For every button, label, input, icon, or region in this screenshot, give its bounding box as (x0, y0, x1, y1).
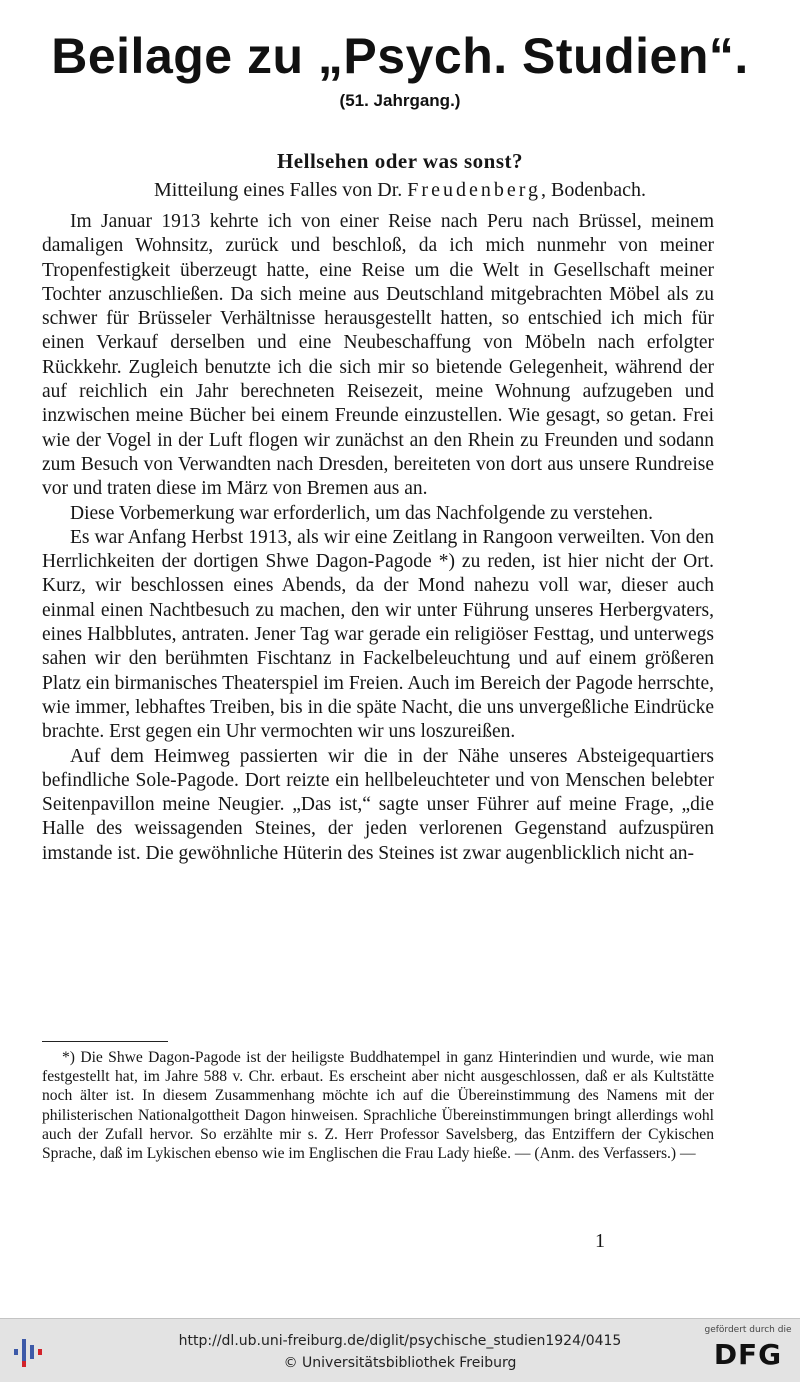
footnote-divider (42, 1041, 168, 1042)
copyright-notice: © Universitätsbibliothek Freiburg (283, 1355, 517, 1371)
page-number: 1 (595, 1230, 605, 1252)
paragraph: Auf dem Heimweg passierten wir die in der Nähe unseres Absteigequartiers befindliche Sole-Pagode. Dort reizte ein hellbeleuchteter und von Menschen belebter Seitenpavillon meine Neugier. „Das ist,“ sagte unser Führer auf meine Frage, „die Halle des weissagenden Steines, der jeden verlorenen Gegenstand aufzuspüren imstande ist. Die gewöhnliche Hüterin des Steines ist zwar augenblicklich nicht an- (42, 745, 714, 864)
byline (40, 177, 760, 203)
paragraph: Es war Anfang Herbst 1913, als wir eine Zeitlang in Rangoon verweilten. Von den Herrlichkeiten der dortigen Shwe Dagon-Pagode *) zu reden, ist hier nicht der Ort. Kurz, wir beschlossen eines Abends, da der Mond nahezu voll war, dieser auch einmal einen Nachtbesuch zu machen, den wir unter Führung unseres Herbergvaters, eines Halbblutes, antraten. Jener Tag war gerade ein religiöser Festtag, und unterwegs sahen wir den berühmten Fischtanz in Fackelbeleuchtung und auf einem größeren Platz ein birmanisches Theaterspiel im Freien. Auch im Bereich der Pagode herrschte, wie immer, lebhaftes Treiben, bis in die späte Nacht, die uns unvergeßliche Eindrücke brachte. Erst gegen ein Uhr vermochten wir uns loszureißen. (42, 526, 714, 743)
paragraph: Diese Vorbemerkung war erforderlich, um das Nachfolgende zu verstehen. (70, 502, 653, 524)
viewer-footer (0, 1318, 800, 1382)
footnote (42, 1048, 714, 1163)
funding-caption: gefördert durch die (704, 1325, 792, 1335)
journal-supplement-title: Beilage zu „Psych. Studien“. (51, 28, 749, 84)
paragraph: Im Januar 1913 kehrte ich von einer Reise nach Peru nach Brüssel, meinem damaligen Wohnsitz, zurück und beschloß, da ich mich nunmehr von meiner Tropenfestigkeit überzeugt hatte, eine Reise um die Welt in Gesellschaft meiner Tochter anzuschließen. Da sich meine aus Deutschland mitgebrachten Möbel als zu schwer für Brüsseler Verhältnisse herausgestellt hatten, so entschied ich mich für einen Verkauf derselben und eine Neubeschaffung von Möbeln nach erfolgter Rückkehr. Zugleich benutzte ich die sich mir so bietende Gelegenheit, während der auf reichlich ein Jahr berechneten Reisezeit, meine Wohnung aufzugeben und inzwischen meine Bücher bei einem Freunde einzustellen. Wie gesagt, so getan. Frei wie der Vogel in der Luft flogen wir zunächst an den Rhein zu Freunden und sodann zum Besuch von Verwandten nach Dresden, bereiteten von dort aus unsere Rundreise vor und traten diese im März von Bremen aus an. (42, 211, 714, 500)
byline-prefix: Mitteilung eines Falles von Dr. (153, 179, 403, 201)
permalink-url[interactable]: http://dl.ub.uni-freiburg.de/diglit/psychische_studien1924/0415 (178, 1333, 622, 1349)
article-body (42, 210, 714, 866)
dfg-logo (704, 1325, 792, 1377)
byline-suffix: , Bodenbach. (541, 179, 646, 201)
footnote-text: *) Die Shwe Dagon-Pagode ist der heiligste Buddhatempel in ganz Hinterindien und wurde, wie man festgestellt hat, im Jahre 588 v. Chr. erbaut. Es erscheint aber nicht ausgeschlossen, daß er als Kultstätte noch älter ist. In diesem Zusammenhang möchte ich auf die Übereinstimmung des Namens mit der philisterischen Nationalgottheit Dagon hinweisen. Sprachliche Übereinstimmungen bringt allerdings wohl auch der Zufall hervor. So erzählte mir s. Z. Herr Professor Savelsberg, das Entziffern der Cykischen Sprache, daß im Lykischen ebenso wie im Englischen die Frau Lady hieße. — (Anm. des Verfassers.) — (42, 1049, 714, 1163)
dfg-logo-mark: DFG (713, 1338, 783, 1371)
volume-label: (51. Jahrgang.) (339, 91, 461, 110)
article-title: Hellsehen oder was sonst? (276, 149, 524, 173)
author-name: Freudenberg (407, 179, 542, 201)
